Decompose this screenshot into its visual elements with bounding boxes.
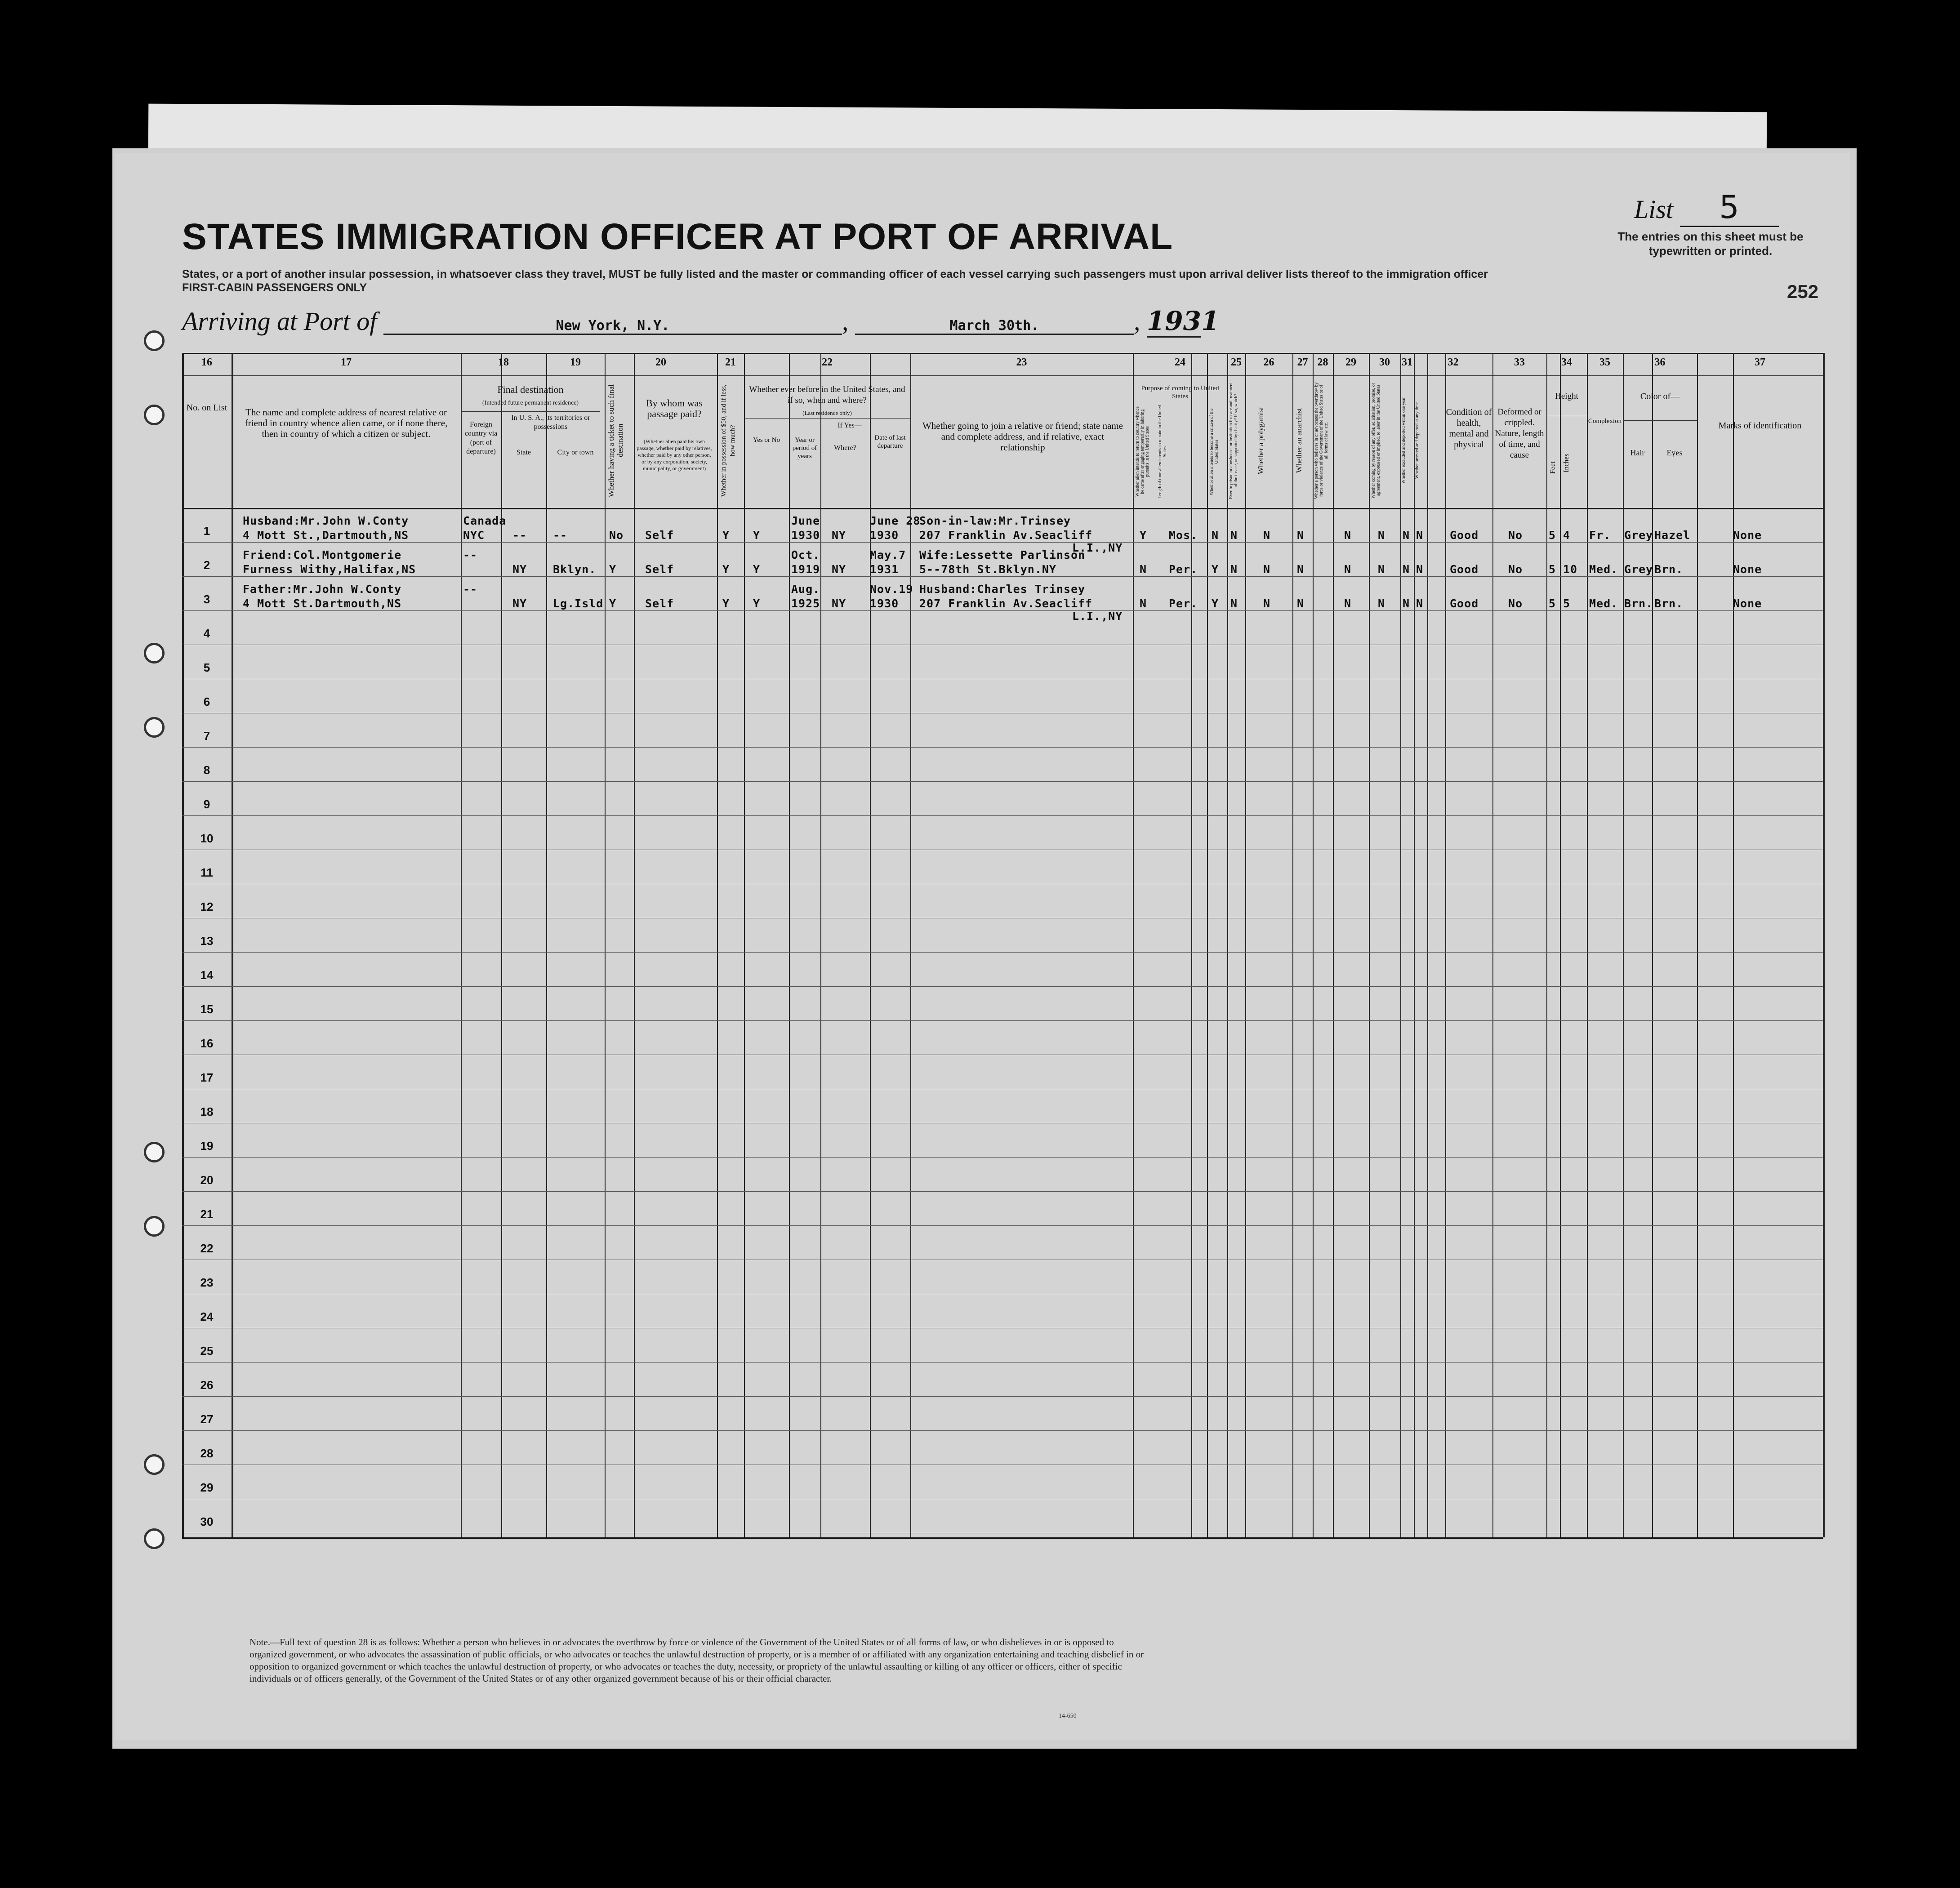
labor-offer-answer: N — [1378, 529, 1385, 542]
join-relative: 5--78th St.Bklyn.NY — [919, 563, 1056, 576]
relative-address: 4 Mott St.,Dartmouth,NS — [243, 529, 409, 542]
row-rule — [182, 1020, 1823, 1021]
column-rule — [910, 353, 911, 1537]
ticket: Y — [609, 597, 617, 610]
date-last-departure: 1930 — [870, 597, 899, 610]
date-last-departure: May.7 — [870, 548, 906, 561]
destination-city: Bklyn. — [553, 563, 597, 576]
row-number: 29 — [200, 1481, 214, 1494]
header-purpose: Purpose of coming to United States — [1141, 385, 1219, 400]
column-number: 30 — [1379, 356, 1390, 368]
binder-hole — [144, 1454, 165, 1475]
row-number: 23 — [200, 1276, 214, 1289]
row-number: 16 — [200, 1037, 214, 1050]
year-period: June — [791, 514, 820, 527]
length-of-stay: Per. — [1169, 563, 1198, 576]
header-color-of: Color of— — [1640, 392, 1680, 401]
footnote: Note.—Full text of question 28 is as follows: Whether a person who believes in or advocates the overthrow by force or violence of the Government of the United States or of all forms of law, or who disbelieves in or is opposed to organized government, or who advocates the assassination of public officials, or who advocates or teaches the unlawful destruction of property, or is a member of or affiliated with any organization entertaining and teaching disbelief in or opposition to organized government or which teaches the unlawful destruction of property, or who advocates or teaches the duty, necessity, or propriety of the unlawful assaulting or killing of any officer or officers, either of specific individuals or of officers generally, of the Government of the United States or of any other organized government because of his or their official character. — [249, 1637, 1144, 1684]
column-rule — [546, 353, 547, 1537]
form-numbers-rule — [182, 375, 1823, 376]
complexion: Fr. — [1589, 529, 1611, 542]
health: Good — [1450, 597, 1479, 610]
header-eyes: Eyes — [1666, 448, 1683, 457]
row-number: 10 — [200, 832, 214, 845]
polygamist-answer: N — [1263, 597, 1271, 610]
year-period: Aug. — [791, 583, 820, 596]
column-number: 25 — [1231, 356, 1242, 368]
row-number: 13 — [200, 934, 214, 948]
header-yes-no: Yes or No — [753, 436, 780, 444]
identification-marks: None — [1733, 563, 1762, 576]
column-rule — [1414, 353, 1415, 1537]
row-number: 3 — [203, 592, 210, 606]
relative-address: 4 Mott St.Dartmouth,NS — [243, 597, 402, 610]
header-money: Whether in possession of $50, and if less, how much? — [720, 384, 736, 497]
column-number: 32 — [1448, 356, 1459, 368]
row-rule — [182, 542, 1823, 543]
passage-paid-by: Self — [645, 597, 674, 610]
row-number: 1 — [203, 524, 210, 538]
row-number: 25 — [200, 1344, 214, 1358]
binder-hole — [144, 1216, 165, 1237]
deported-answer: N — [1416, 597, 1424, 610]
relative-address: Husband:Mr.John W.Conty — [243, 514, 409, 527]
deported-answer: N — [1416, 563, 1424, 576]
row-number: 17 — [200, 1071, 214, 1084]
date-last-departure: June 28 — [870, 514, 921, 527]
row-number: 4 — [203, 627, 210, 640]
header-deported: Whether arrested and deported at any time — [1415, 402, 1420, 479]
row-number: 20 — [200, 1173, 214, 1187]
length-of-stay: Mos. — [1169, 529, 1198, 542]
join-relative: Wife:Lessette Parlinson — [919, 548, 1086, 561]
been-where: NY — [832, 529, 846, 542]
typewritten-instruction: The entries on this sheet must be typewritten or printed. — [1617, 230, 1804, 258]
form-bottom-rule — [182, 1537, 1823, 1539]
year-period: 1925 — [791, 597, 820, 610]
header-height: Height — [1555, 392, 1578, 401]
row-rule — [182, 952, 1823, 953]
column-rule — [501, 353, 502, 1537]
row-number: 26 — [200, 1378, 214, 1392]
subheader-rule — [1623, 420, 1697, 421]
intends-citizen: Y — [1212, 597, 1219, 610]
ticket: No — [609, 529, 624, 542]
row-rule — [182, 1396, 1823, 1397]
excluded-answer: N — [1403, 529, 1410, 542]
excluded-answer: N — [1403, 563, 1410, 576]
foreign-country: NYC — [463, 529, 485, 542]
row-number: 18 — [200, 1105, 214, 1118]
column-rule — [820, 353, 821, 1537]
header-passage-paid-sub: (Whether alien paid his own passage, whether paid by relatives, whether paid by any other person, or by any corporation, society, municipality, or government) — [637, 438, 712, 472]
binder-hole — [144, 405, 165, 425]
row-rule — [182, 781, 1823, 782]
header-labor-offer: Whether coming by reason of any offer, solicitation, promise, or agreement, expressed or implied, to labor in the United States — [1371, 383, 1381, 499]
column-rule — [1313, 353, 1314, 1537]
health: Good — [1450, 529, 1479, 542]
identification-marks: None — [1733, 529, 1762, 542]
header-been-before-sub: (Last residence only) — [802, 410, 852, 416]
column-rule — [1445, 353, 1446, 1537]
header-complexion: Complexion — [1588, 418, 1622, 425]
header-final-destination: Final destination — [497, 384, 564, 395]
column-rule — [1546, 353, 1547, 1537]
join-relative: L.I.,NY — [1072, 541, 1123, 554]
port-field: New York, N.Y. — [383, 318, 842, 335]
row-number: 22 — [200, 1242, 214, 1255]
header-hair: Hair — [1630, 448, 1645, 457]
eye-color: Brn. — [1654, 563, 1684, 576]
row-rule — [182, 1362, 1823, 1363]
labor-offer-answer: N — [1378, 563, 1385, 576]
row-rule — [182, 986, 1823, 987]
column-number: 23 — [1016, 356, 1027, 368]
been-where: NY — [832, 563, 846, 576]
year-period: Oct. — [791, 548, 820, 561]
row-number: 28 — [200, 1447, 214, 1460]
column-rule — [1369, 353, 1370, 1537]
header-date-departure: Date of last departure — [874, 434, 906, 450]
prison-answer: N — [1230, 529, 1238, 542]
intends-return: N — [1140, 597, 1147, 610]
column-rule — [1560, 353, 1561, 1537]
column-rule — [1245, 353, 1246, 1537]
row-number: 15 — [200, 1002, 214, 1016]
header-city: City or town — [557, 449, 594, 456]
header-purpose-a: Whether alien intends to return to country whence he came after engaging temporarily in laboring pursuits in the United States — [1135, 406, 1150, 497]
length-of-stay: Per. — [1169, 597, 1198, 610]
list-number: List 5 — [1634, 189, 1779, 227]
row-number: 2 — [203, 558, 210, 572]
anarchist-answer: N — [1297, 597, 1305, 610]
row-rule — [182, 576, 1823, 577]
subheader-rule — [461, 411, 600, 412]
row-number: 30 — [200, 1515, 214, 1528]
been-where: NY — [832, 597, 846, 610]
row-number: 6 — [203, 695, 210, 708]
polygamist-answer: N — [1263, 563, 1271, 576]
header-purpose-c: Whether alien intends to become a citizen of the United States — [1209, 408, 1219, 495]
header-inches: Inches — [1563, 454, 1570, 472]
year-field: 1931 — [1147, 306, 1201, 338]
column-number: 29 — [1345, 356, 1356, 368]
foreign-country: -- — [463, 548, 478, 561]
column-rule — [1427, 353, 1428, 1537]
form-number: 14-650 — [1059, 1713, 1077, 1719]
intends-citizen: Y — [1212, 563, 1219, 576]
height-feet: 5 — [1549, 563, 1556, 576]
eye-color: Hazel — [1654, 529, 1691, 542]
header-health: Condition of health, mental and physical — [1446, 407, 1492, 450]
complexion: Med. — [1589, 597, 1618, 610]
binder-hole — [144, 1142, 165, 1162]
row-number: 9 — [203, 797, 210, 811]
join-relative: Son-in-law:Mr.Trinsey — [919, 514, 1071, 527]
height-inches: 4 — [1563, 529, 1571, 542]
header-foreign-country: Foreign country via (port of departure) — [464, 421, 498, 455]
anarchist-answer: N — [1297, 563, 1305, 576]
header-anarchist: Whether an anarchist — [1295, 408, 1303, 473]
column-rule — [1333, 353, 1334, 1537]
column-rule — [461, 353, 462, 1537]
deported-answer: N — [1416, 529, 1424, 542]
column-rule — [182, 353, 184, 1537]
column-rule — [1292, 353, 1293, 1537]
column-rule — [1623, 353, 1624, 1537]
destination-city: -- — [553, 529, 568, 542]
column-rule — [789, 353, 790, 1537]
row-number: 11 — [200, 866, 213, 879]
hair-color: Grey — [1624, 563, 1653, 576]
column-rule — [634, 353, 635, 1537]
foreign-country: Canada — [463, 514, 507, 527]
row-number: 24 — [200, 1310, 214, 1323]
arrival-line: Arriving at Port of New York, N.Y. , March 30th. , 1931 — [182, 306, 1201, 338]
destination-state: NY — [512, 563, 527, 576]
deformed: No — [1508, 529, 1523, 542]
column-number: 22 — [822, 356, 833, 368]
ticket: Y — [609, 563, 617, 576]
column-number: 33 — [1514, 356, 1525, 368]
column-rule — [1227, 353, 1228, 1537]
question-28-answer: N — [1344, 597, 1352, 610]
date-last-departure: 1930 — [870, 529, 899, 542]
foreign-country: -- — [463, 583, 478, 596]
prison-answer: N — [1230, 563, 1238, 576]
column-number: 31 — [1402, 356, 1412, 368]
height-feet: 5 — [1549, 529, 1556, 542]
relative-address: Friend:Col.Montgomerie — [243, 548, 402, 561]
deformed: No — [1508, 597, 1523, 610]
column-number: 35 — [1599, 356, 1610, 368]
row-number: 5 — [203, 661, 210, 674]
excluded-answer: N — [1403, 597, 1410, 610]
question-28-answer: N — [1344, 529, 1352, 542]
header-usa: In U. S. A., its territories or possessions — [511, 414, 590, 431]
height-inches: 10 — [1563, 563, 1578, 576]
destination-state: NY — [512, 597, 527, 610]
money: Y — [722, 529, 730, 542]
header-feet: Feet — [1549, 461, 1557, 474]
header-passage-paid: By whom was passage paid? — [646, 397, 703, 419]
column-number: 19 — [570, 356, 581, 368]
row-rule — [182, 1157, 1823, 1158]
column-number: 20 — [655, 356, 666, 368]
column-rule — [717, 353, 718, 1537]
intends-citizen: N — [1212, 529, 1219, 542]
column-rule — [1207, 353, 1208, 1537]
row-rule — [182, 1225, 1823, 1226]
header-state: State — [517, 449, 531, 456]
column-number: 26 — [1263, 356, 1274, 368]
column-rule — [605, 353, 606, 1537]
header-where: Where? — [834, 444, 856, 452]
row-rule — [182, 815, 1823, 816]
column-rule — [1697, 353, 1698, 1537]
join-relative: L.I.,NY — [1072, 610, 1123, 623]
column-number: 34 — [1561, 356, 1572, 368]
eye-color: Brn. — [1654, 597, 1684, 610]
header-prison: Ever in prison or almshouse, or institution for care and treatment of the insane, or supported by charity? If so, which? — [1229, 382, 1238, 499]
column-rule — [1823, 353, 1825, 1537]
header-question-28: Whether a person who believes in or advocates the overthrow by force or violence of the Government of the United States or of all forms of law, etc. — [1314, 382, 1329, 499]
form-header-rule — [182, 508, 1823, 509]
header-been-before: Whether ever before in the United States, and if so, when and where? — [749, 385, 905, 405]
column-number: 18 — [498, 356, 509, 368]
row-rule — [182, 610, 1823, 611]
deformed: No — [1508, 563, 1523, 576]
date-last-departure: Nov.19 — [870, 583, 913, 596]
anarchist-answer: N — [1297, 529, 1305, 542]
column-number: 36 — [1654, 356, 1666, 368]
column-number: 28 — [1317, 356, 1328, 368]
money: Y — [722, 597, 730, 610]
column-rule — [1492, 353, 1493, 1537]
header-going-to-join: Whether going to join a relative or friend; state name and complete address, and if relative, exact relationship — [922, 420, 1123, 453]
complexion: Med. — [1589, 563, 1618, 576]
column-number: 27 — [1297, 356, 1308, 368]
column-number: 17 — [341, 356, 352, 368]
subheader-rule — [744, 418, 910, 419]
prison-answer: N — [1230, 597, 1238, 610]
identification-marks: None — [1733, 597, 1762, 610]
polygamist-answer: N — [1263, 529, 1271, 542]
height-feet: 5 — [1549, 597, 1556, 610]
relative-address: Furness Withy,Halifax,NS — [243, 563, 416, 576]
question-28-answer: N — [1344, 563, 1352, 576]
intends-return: Y — [1140, 529, 1147, 542]
column-rule — [1587, 353, 1588, 1537]
column-rule — [1400, 353, 1401, 1537]
header-final-destination-sub: (Intended future permanent residence) — [482, 400, 579, 406]
header-year-period: Year or period of years — [792, 436, 817, 460]
header-relative-address: The name and complete address of nearest relative or friend in country whence alien came, or if none there, then in country of which a citizen or subject. — [245, 407, 448, 439]
been-before: Y — [753, 529, 761, 542]
been-before: Y — [753, 597, 761, 610]
row-rule — [182, 1191, 1823, 1192]
form-top-rule — [182, 353, 1823, 354]
column-number: 16 — [201, 356, 212, 368]
document-title: STATES IMMIGRATION OFFICER AT PORT OF ARRIVAL — [182, 216, 1173, 257]
hair-color: Brn. — [1624, 597, 1653, 610]
binder-hole — [144, 717, 165, 738]
been-before: Y — [753, 563, 761, 576]
intends-return: N — [1140, 563, 1147, 576]
column-number: 37 — [1755, 356, 1765, 368]
labor-offer-answer: N — [1378, 597, 1385, 610]
column-number: 24 — [1175, 356, 1185, 368]
header-purpose-b: Length of time alien intends to remain in the United States — [1158, 405, 1167, 499]
money: Y — [722, 563, 730, 576]
year-period: 1930 — [791, 529, 820, 542]
row-number: 7 — [203, 729, 210, 743]
hair-color: Grey — [1624, 529, 1653, 542]
document-subtitle: States, or a port of another insular possession, in whatsoever class they travel, MUST be fully listed and the master or commanding officer of each vessel carrying such passengers must upon arrival deliver lists thereof to the immigration officer FIRST-CABIN PASSENGERS ONLY — [182, 268, 1488, 294]
row-rule — [182, 1430, 1823, 1431]
destination-state: -- — [512, 529, 527, 542]
header-if-yes: If Yes— — [837, 422, 862, 429]
binder-hole — [144, 330, 165, 351]
date-field: March 30th. — [855, 318, 1134, 335]
destination-city: Lg.Isld — [553, 597, 604, 610]
year-period: 1919 — [791, 563, 820, 576]
join-relative: 207 Franklin Av.Seacliff — [919, 529, 1093, 542]
row-number: 21 — [200, 1207, 214, 1221]
binder-hole — [144, 643, 165, 663]
relative-address: Father:Mr.John W.Conty — [243, 583, 402, 596]
manifest-sheet — [115, 153, 1850, 1740]
column-rule — [1133, 353, 1134, 1537]
column-rule — [744, 353, 745, 1537]
binder-hole — [144, 1528, 165, 1549]
column-rule — [232, 353, 233, 1537]
column-number: 21 — [725, 356, 736, 368]
date-last-departure: 1931 — [870, 563, 899, 576]
page-number: 252 — [1787, 281, 1819, 302]
row-number: 14 — [200, 968, 214, 982]
header-no-on-list: No. on List — [186, 403, 227, 413]
header-deformed: Deformed or crippled. Nature, length of time, and cause — [1495, 407, 1544, 460]
header-excluded: Whether excluded and deported within one year — [1401, 397, 1406, 484]
health: Good — [1450, 563, 1479, 576]
passage-paid-by: Self — [645, 563, 674, 576]
passage-paid-by: Self — [645, 529, 674, 542]
join-relative: 207 Franklin Av.Seacliff — [919, 597, 1093, 610]
header-marks: Marks of identification — [1718, 421, 1802, 431]
height-inches: 5 — [1563, 597, 1571, 610]
row-number: 8 — [203, 763, 210, 777]
row-number: 12 — [200, 900, 214, 913]
row-rule — [182, 747, 1823, 748]
row-number: 19 — [200, 1139, 214, 1153]
header-polygamist: Whether a polygamist — [1256, 406, 1265, 475]
row-number: 27 — [200, 1412, 214, 1426]
join-relative: Husband:Charles Trinsey — [919, 583, 1086, 596]
header-ticket: Whether having a ticket to such final destination — [607, 384, 624, 497]
